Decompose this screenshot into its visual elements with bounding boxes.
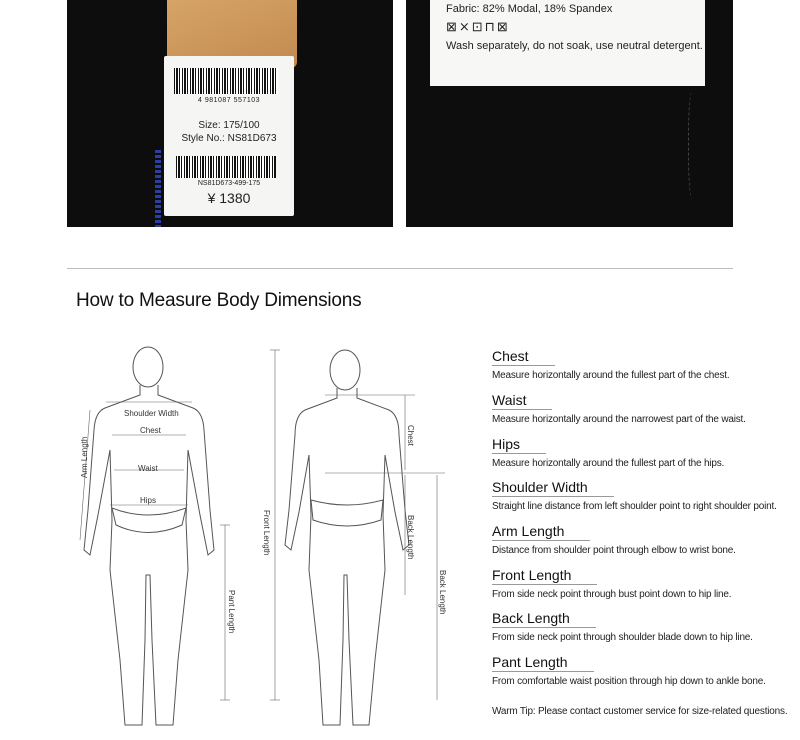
measure-item-waist <box>492 391 746 425</box>
front-chest-label: Chest <box>140 426 161 435</box>
measure-item-pant-length <box>492 653 766 687</box>
front-waist-label: Waist <box>138 464 158 473</box>
measure-item-chest <box>492 347 729 381</box>
shoulder-width-label: Shoulder Width <box>124 409 179 418</box>
care-symbols-icon: ⊠⨯⊡⊓⊠ <box>446 19 510 34</box>
measure-item-hips <box>492 435 724 469</box>
bead-chain <box>155 150 161 227</box>
section-title: How to Measure Body Dimensions <box>76 290 362 311</box>
measure-item-back-length <box>492 609 753 643</box>
back-body-figure <box>262 340 465 735</box>
measure-desc: Distance from shoulder point through elbow to wrist bone. <box>492 545 736 556</box>
measure-item-front-length <box>492 566 731 600</box>
back-body-outline-icon <box>265 340 465 735</box>
measure-desc: Straight line distance from left shoulder point to right shoulder point. <box>492 501 777 512</box>
measure-desc: Measure horizontally around the fullest part of the chest. <box>492 370 730 381</box>
care-label-photo <box>406 0 733 227</box>
price-tag <box>164 56 294 216</box>
measure-title: Hips <box>492 435 546 454</box>
price-tag-photo <box>67 0 393 227</box>
measure-item-arm-length <box>492 522 736 556</box>
back-length-label: Back Length <box>406 515 415 560</box>
front-body-figure <box>70 340 270 735</box>
measure-item-shoulder-width <box>492 478 777 512</box>
warm-tip: Warm Tip: Please contact customer service for size-related questions. <box>492 706 788 717</box>
measure-title: Pant Length <box>492 653 594 672</box>
barcode-bottom <box>176 156 276 178</box>
barcode-code: NS81D673-499-175 <box>197 180 261 187</box>
measure-title: Back Length <box>492 609 596 628</box>
price: ¥ 1380 <box>207 190 251 206</box>
measure-desc: Measure horizontally around the fullest part of the hips. <box>492 458 725 469</box>
barcode-number: 4 981087 557103 <box>198 97 260 104</box>
wash-instructions: Wash separately, do not soak, use neutral detergent. <box>446 40 703 52</box>
size-text: Size: 175/100 <box>198 120 260 131</box>
barcode-top <box>174 68 278 94</box>
back-length-label-2: Back Length <box>438 570 447 615</box>
fabric-text: Fabric: 82% Modal, 18% Spandex <box>446 3 613 15</box>
front-hips-label: Hips <box>140 496 157 505</box>
style-number: Style No.: NS81D673 <box>181 133 277 144</box>
measure-title: Chest <box>492 347 555 366</box>
seam-stitch <box>688 90 699 200</box>
measure-desc: From comfortable waist position through hip down to ankle bone. <box>492 676 766 687</box>
measure-desc: From side neck point through bust point down to hip line. <box>492 589 732 600</box>
front-length-label: Front Length <box>262 510 271 556</box>
measure-title: Arm Length <box>492 522 590 541</box>
section-divider <box>67 268 733 269</box>
back-chest-label: Chest <box>406 425 415 446</box>
front-body-outline-icon <box>70 340 270 735</box>
measure-title: Front Length <box>492 566 597 585</box>
measure-title: Waist <box>492 391 552 410</box>
front-pant-length-label: Pant Length <box>227 590 236 634</box>
measure-title: Shoulder Width <box>492 478 614 497</box>
arm-length-label: Arm Length <box>80 436 89 478</box>
measure-desc: Measure horizontally around the narrowest part of the waist. <box>492 414 746 425</box>
measure-desc: From side neck point through shoulder blade down to hip line. <box>492 632 753 643</box>
care-label <box>430 0 705 86</box>
